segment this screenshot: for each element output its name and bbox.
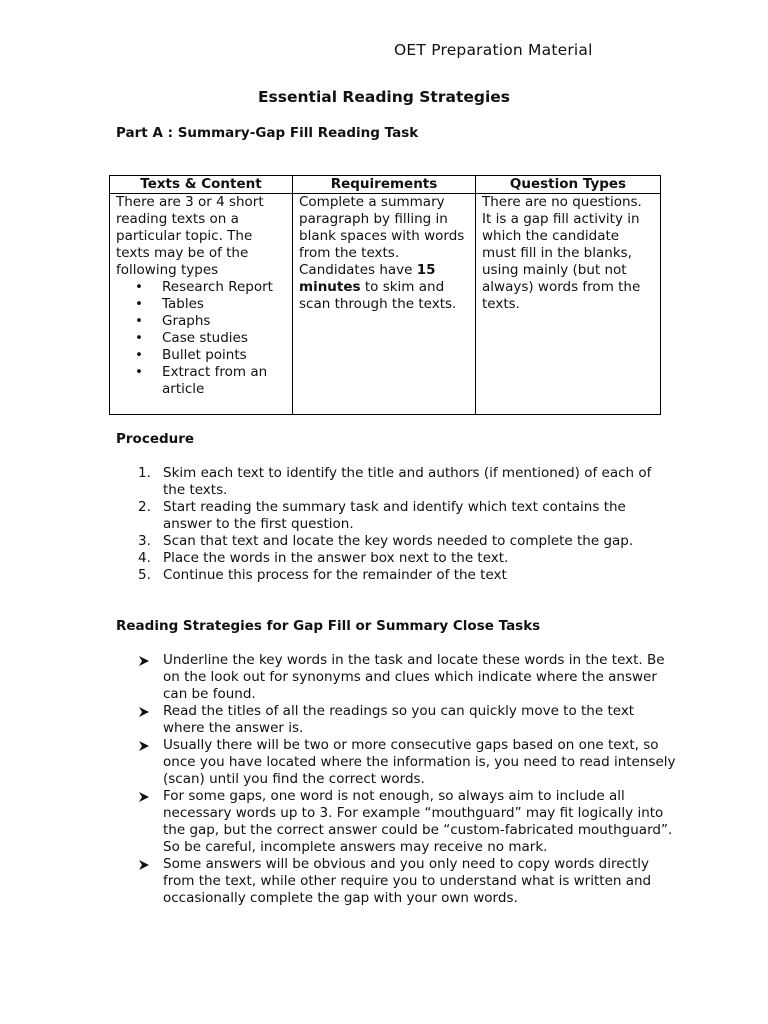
question-types-cell: There are no questions. It is a gap fill activity in which the candidate must fill in the blanks, using mainly (but not always) words from the texts.	[476, 194, 661, 415]
procedure-list	[116, 465, 676, 584]
table-header-question-types: Question Types	[476, 176, 661, 194]
requirements-cell	[293, 194, 476, 415]
procedure-step	[116, 499, 676, 533]
list-item: • Research Report	[162, 279, 286, 296]
strategy-text: Read the titles of all the readings so you can quickly move to the text where the answer is.	[163, 703, 635, 736]
strategies-list	[116, 652, 676, 907]
step-number: 2.	[138, 499, 151, 515]
list-item: • Case studies	[162, 330, 286, 347]
step-text: Skim each text to identify the title and authors (if mentioned) of each of the texts.	[163, 465, 652, 498]
list-item: • Tables	[162, 296, 286, 313]
step-text: Continue this process for the remainder of the text	[163, 567, 507, 583]
requirements-text-after: to skim and scan through the texts.	[299, 279, 457, 312]
strategy-item	[116, 737, 676, 788]
procedure-step	[116, 550, 676, 567]
requirements-time-limit: 15 minutes	[299, 262, 436, 295]
strategy-text: For some gaps, one word is not enough, so always aim to include all necessary words up to 3. For example “mouthguard” may fit logically into the gap, but the correct answer could be “custom-fabricated mouthguard”. So be careful, incomplete answers may receive no mark.	[163, 788, 673, 855]
task-overview-table	[109, 175, 661, 415]
strategy-text: Usually there will be two or more consecutive gaps based on one text, so once you have located where the information is, you need to read intensely (scan) until you find the correct words.	[163, 737, 676, 787]
arrowhead-icon	[138, 791, 150, 803]
list-item: • Graphs	[162, 313, 286, 330]
procedure-heading: Procedure	[116, 431, 195, 447]
procedure-step	[116, 465, 676, 499]
table-header-row	[110, 176, 661, 194]
texts-content-cell	[110, 194, 293, 415]
list-item: • Bullet points	[162, 347, 286, 364]
step-number: 5.	[138, 567, 151, 583]
arrowhead-icon	[138, 706, 150, 718]
part-a-heading: Part A : Summary-Gap Fill Reading Task	[116, 125, 419, 141]
strategy-item	[116, 788, 676, 856]
step-number: 1.	[138, 465, 151, 481]
arrowhead-icon	[138, 655, 150, 667]
step-text: Scan that text and locate the key words needed to complete the gap.	[163, 533, 634, 549]
step-number: 4.	[138, 550, 151, 566]
strategy-text: Some answers will be obvious and you only need to copy words directly from the text, while other require you to understand what is written and occasionally complete the gap with your own words.	[163, 856, 652, 906]
table-header-texts-content: Texts & Content	[110, 176, 293, 194]
arrowhead-icon	[138, 859, 150, 871]
list-item: • Extract from an article	[162, 364, 286, 398]
strategy-item	[116, 703, 676, 737]
procedure-step	[116, 567, 676, 584]
text-types-list	[116, 279, 286, 398]
step-text: Start reading the summary task and identify which text contains the answer to the first question.	[163, 499, 626, 532]
step-number: 3.	[138, 533, 151, 549]
page-title: Essential Reading Strategies	[257, 88, 511, 106]
table-row	[110, 194, 661, 415]
table-header-requirements: Requirements	[293, 176, 476, 194]
strategy-item	[116, 856, 676, 907]
requirements-text-before: Complete a summary paragraph by filling in blank spaces with words from the texts. Candidates have	[299, 194, 465, 278]
strategy-item	[116, 652, 676, 703]
step-text: Place the words in the answer box next to the text.	[163, 550, 509, 566]
strategy-text: Underline the key words in the task and locate these words in the text. Be on the look out for synonyms and clues which indicate where the answer can be found.	[163, 652, 665, 702]
arrowhead-icon	[138, 740, 150, 752]
strategies-heading: Reading Strategies for Gap Fill or Summary Close Tasks	[116, 618, 541, 634]
procedure-step	[116, 533, 676, 550]
document-header: OET Preparation Material	[394, 41, 593, 59]
texts-content-intro: There are 3 or 4 short reading texts on a particular topic. The texts may be of the following types	[116, 194, 264, 278]
